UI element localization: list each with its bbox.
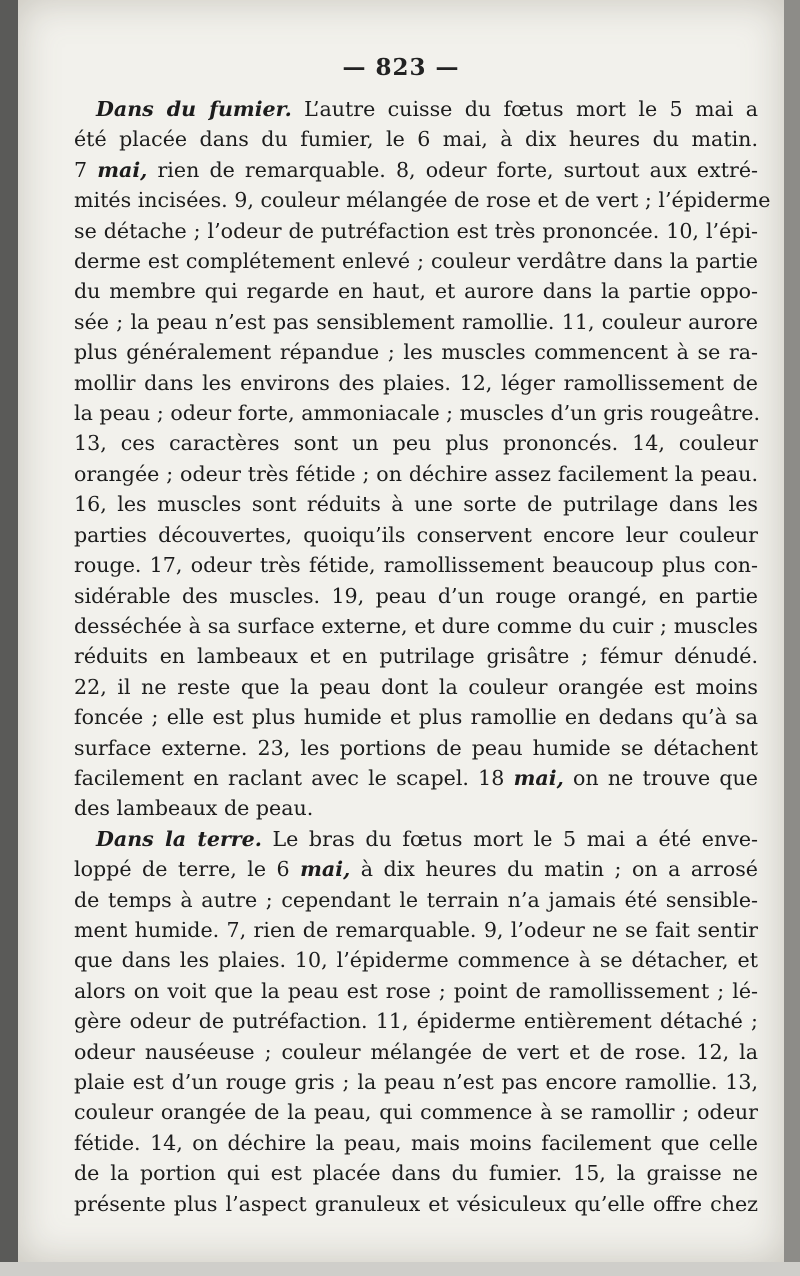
text-segment: facilement en raclant avec le scapel. 18 [74,765,514,790]
text-line [74,124,758,154]
text-segment: 13, ces caractères sont un peu plus prononcés. 14, couleur [74,431,758,456]
text-segment: derme est complétement enlevé ; couleur verdâtre dans la partie [74,249,758,274]
text-segment: sidérable des muscles. 19, peau d’un rouge orangé, en partie [74,583,758,608]
text-line [74,337,758,367]
text-line [74,1128,758,1158]
text-segment: la peau ; odeur forte, ammoniacale ; muscles d’un gris rougeâtre. [74,401,760,426]
text-line [74,945,758,975]
text-line [74,733,758,763]
text-segment: alors on voit que la peau est rose ; point de ramollissement ; lé- [74,978,758,1003]
text-segment: parties découvertes, quoiqu’ils conservent encore leur couleur [74,522,758,547]
text-segment: ment humide. 7, rien de remarquable. 9, l’odeur ne se fait sentir [74,917,758,942]
text-line [74,641,758,671]
page-number: — 823 — [342,54,460,81]
text-segment: L’autre cuisse du fœtus mort le 5 mai a [291,97,758,121]
body-text [74,94,771,1219]
text-line [74,398,758,428]
text-line [74,702,758,732]
text-segment: que dans les plaies. 10, l’épiderme commence à se détacher, et [74,948,758,973]
page-bottom-edge [0,1262,800,1276]
text-segment: odeur nauséeuse ; couleur mélangée de vert et de rose. 12, la [74,1039,758,1064]
text-segment: du membre qui regarde en haut, et aurore dans la partie oppo- [74,279,758,304]
text-line [74,854,758,884]
text-line [74,94,758,124]
text-segment: gère odeur de putréfaction. 11, épiderme entièrement détaché ; [74,1009,758,1034]
text-segment: 16, les muscles sont réduits à une sorte de putrilage dans les [74,492,758,517]
text-line [74,1158,758,1188]
italic-text: Dans la terre. [96,826,262,851]
text-line [74,672,758,702]
text-segment: Le bras du fœtus mort le 5 mai a été enve- [261,826,758,851]
text-segment: surface externe. 23, les portions de peau humide se détachent [74,735,758,760]
text-line [74,1067,758,1097]
text-segment: 7 [74,157,98,182]
text-line [74,155,758,185]
text-line [74,520,758,550]
italic-text: mai, [300,857,351,882]
text-segment: présente plus l’aspect granuleux et vésiculeux qu’elle offre chez [74,1191,758,1216]
text-segment: mollir dans les environs des plaies. 12, léger ramollissement de [74,370,758,395]
text-segment: à dix heures du matin ; on a arrosé [350,857,758,882]
text-segment: se détache ; l’odeur de putréfaction est très prononcée. 10, l’épi- [74,218,758,243]
text-segment: desséchée à sa surface externe, et dure comme du cuir ; muscles [74,613,758,638]
text-segment: sée ; la peau n’est pas sensiblement ramollie. 11, couleur aurore [74,309,758,334]
text-line [74,550,758,580]
italic-text: mai, [97,157,148,182]
text-line [74,1037,758,1067]
text-segment: foncée ; elle est plus humide et plus ramollie en dedans qu’à sa [74,705,758,730]
text-line [74,1006,758,1036]
text-segment: été placée dans du fumier, le 6 mai, à dix heures du matin. [74,127,758,152]
text-segment: rouge. 17, odeur très fétide, ramollissement beaucoup plus con- [74,553,758,578]
text-segment: loppé de terre, le 6 [74,857,301,882]
text-line [74,915,758,945]
text-segment: 22, il ne reste que la peau dont la couleur orangée est moins [74,674,758,699]
text-segment: orangée ; odeur très fétide ; on déchire assez facilement la peau. [74,461,758,486]
italic-text: Dans du fumier. [96,97,292,121]
text-segment: de temps à autre ; cependant le terrain n’a jamais été sensible- [74,887,758,912]
text-line [74,824,758,854]
text-line [74,489,758,519]
text-segment: réduits en lambeaux et en putrilage grisâtre ; fémur dénudé. [74,644,758,669]
text-line [74,307,758,337]
text-line [74,1097,758,1127]
text-line [74,246,758,276]
text-segment: plaie est d’un rouge gris ; la peau n’est pas encore ramollie. 13, [74,1070,758,1094]
text-line [74,276,758,306]
text-segment: couleur orangée de la peau, qui commence à se ramollir ; odeur [74,1100,758,1125]
italic-text: mai, [513,765,564,790]
text-line [74,976,758,1006]
text-line [74,368,758,398]
text-segment: rien de remarquable. 8, odeur forte, surtout aux extré- [147,157,758,182]
text-line [74,611,758,641]
text-line [74,185,771,215]
book-page [18,0,784,1262]
text-segment: mités incisées. 9, couleur mélangée de rose et de vert ; l’épiderme [74,188,771,213]
text-line [74,763,758,793]
text-line [74,793,758,823]
text-segment: plus généralement répandue ; les muscles commencent à se ra- [74,340,758,365]
text-line [74,1189,758,1219]
text-line [74,581,758,611]
text-segment: des lambeaux de peau. [74,796,314,821]
text-line [74,459,758,489]
text-line [74,216,758,246]
text-segment: de la portion qui est placée dans du fumier. 15, la graisse ne [74,1161,758,1186]
page-edge-shadow [784,0,800,1276]
text-segment: on ne trouve que [563,765,758,790]
text-segment: fétide. 14, on déchire la peau, mais moins facilement que celle [74,1130,758,1155]
text-line [74,428,758,458]
text-line [74,885,758,915]
